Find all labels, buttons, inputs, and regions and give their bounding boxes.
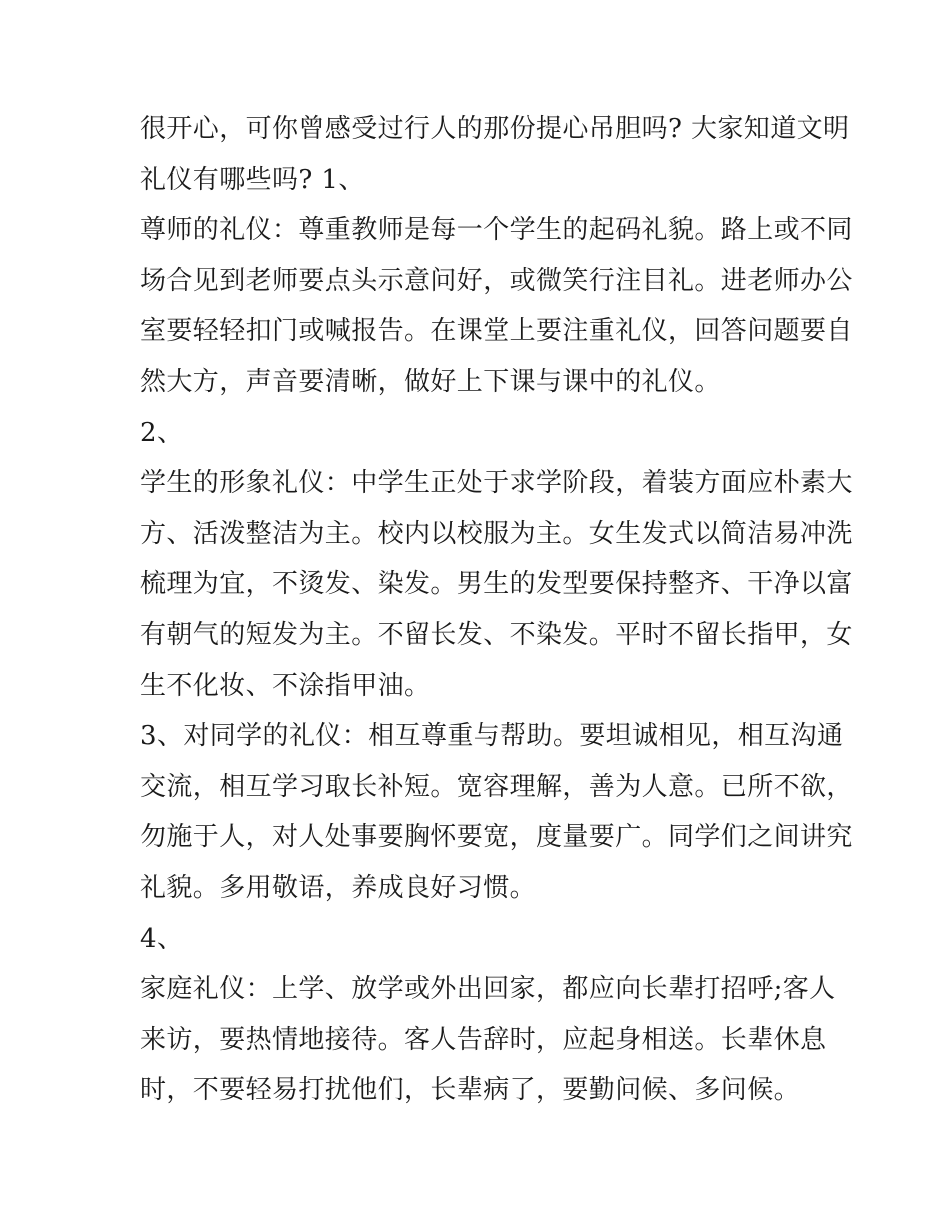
text-line: 梳理为宜，不烫发、染发。男生的发型要保持整齐、干净以富 (140, 569, 853, 600)
text-line: 来访，要热情地接待。客人告辞时，应起身相送。长辈休息 (140, 1024, 827, 1055)
text-line: 礼貌。多用敬语，养成良好习惯。 (140, 872, 537, 903)
text-line: 然大方，声音要清晰，做好上下课与课中的礼仪。 (140, 366, 721, 397)
text-line: 尊师的礼仪：尊重教师是每一个学生的起码礼貌。路上或不同 (140, 215, 853, 246)
text-line: 场合见到老师要点头示意问好，或微笑行注目礼。进老师办公 (140, 265, 853, 296)
text-line: 很开心，可你曾感受过行人的那份提心吊胆吗? 大家知道文明 (140, 114, 850, 144)
text-line: 4、 (140, 923, 184, 954)
text-line: 学生的形象礼仪：中学生正处于求学阶段，着装方面应朴素大 (140, 468, 853, 499)
text-line: 有朝气的短发为主。不留长发、不染发。平时不留长指甲，女 (140, 619, 853, 650)
text-line: 家庭礼仪：上学、放学或外出回家，都应向长辈打招呼;客人 (140, 974, 836, 1005)
text-line: 室要轻轻扣门或喊报告。在课堂上要注重礼仪，回答问题要自 (140, 316, 853, 347)
text-line: 方、活泼整洁为主。校内以校服为主。女生发式以简洁易冲洗 (140, 518, 853, 549)
text-line: 交流，相互学习取长补短。宽容理解，善为人意。已所不欲， (140, 771, 853, 802)
text-line: 勿施于人，对人处事要胸怀要宽，度量要广。同学们之间讲究 (140, 822, 853, 853)
text-line: 时，不要轻易打扰他们，长辈病了，要勤问候、多问候。 (140, 1075, 801, 1106)
text-line: 3、对同学的礼仪：相互尊重与帮助。要坦诚相见，相互沟通 (140, 721, 844, 752)
document-body (140, 104, 853, 1116)
text-line: 生不化妆、不涂指甲油。 (140, 670, 431, 701)
text-line: 礼仪有哪些吗? 1、 (140, 164, 365, 195)
text-line: 2、 (140, 417, 184, 448)
